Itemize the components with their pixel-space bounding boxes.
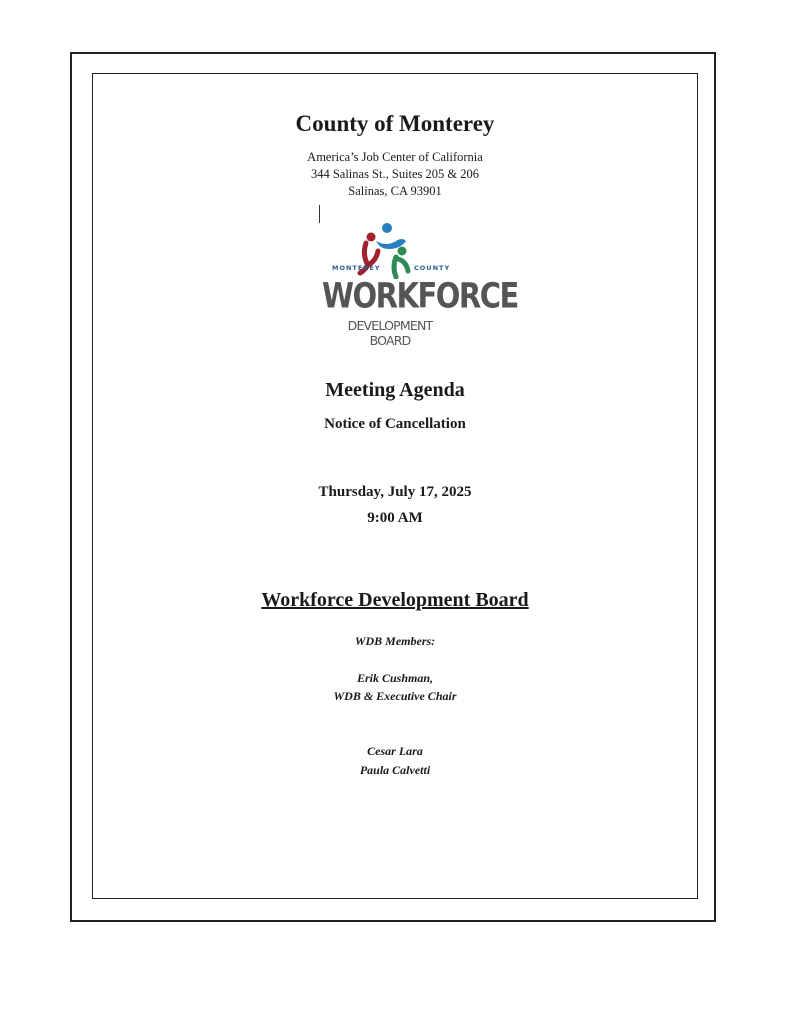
address-line-2: 344 Salinas St., Suites 205 & 206 bbox=[310, 167, 480, 181]
address-line-1: America’s Job Center of California bbox=[307, 150, 483, 164]
address-line-3: Salinas, CA 93901 bbox=[348, 184, 442, 198]
meeting-date: Thursday, July 17, 2025 bbox=[318, 484, 472, 500]
county-title: County of Monterey bbox=[295, 111, 495, 136]
logo-development-board-text: DEVELOPMENT BOARD bbox=[347, 318, 433, 348]
member-name: Paula Calvetti bbox=[359, 763, 431, 777]
cancellation-notice: Notice of Cancellation bbox=[324, 416, 466, 432]
logo-county-text: COUNTY bbox=[414, 264, 451, 272]
member-name: Erik Cushman, bbox=[356, 671, 434, 685]
logo-workforce-text: WORKFORCE bbox=[322, 275, 518, 316]
logo-monterey-text: MONTEREY bbox=[332, 264, 381, 272]
member-name: Cesar Lara bbox=[367, 744, 423, 758]
meeting-agenda-heading: Meeting Agenda bbox=[325, 379, 465, 401]
meeting-time: 9:00 AM bbox=[367, 510, 423, 526]
members-heading: WDB Members: bbox=[354, 634, 436, 648]
board-title: Workforce Development Board bbox=[261, 589, 529, 611]
member-role: WDB & Executive Chair bbox=[333, 689, 457, 703]
workforce-logo bbox=[320, 221, 518, 348]
